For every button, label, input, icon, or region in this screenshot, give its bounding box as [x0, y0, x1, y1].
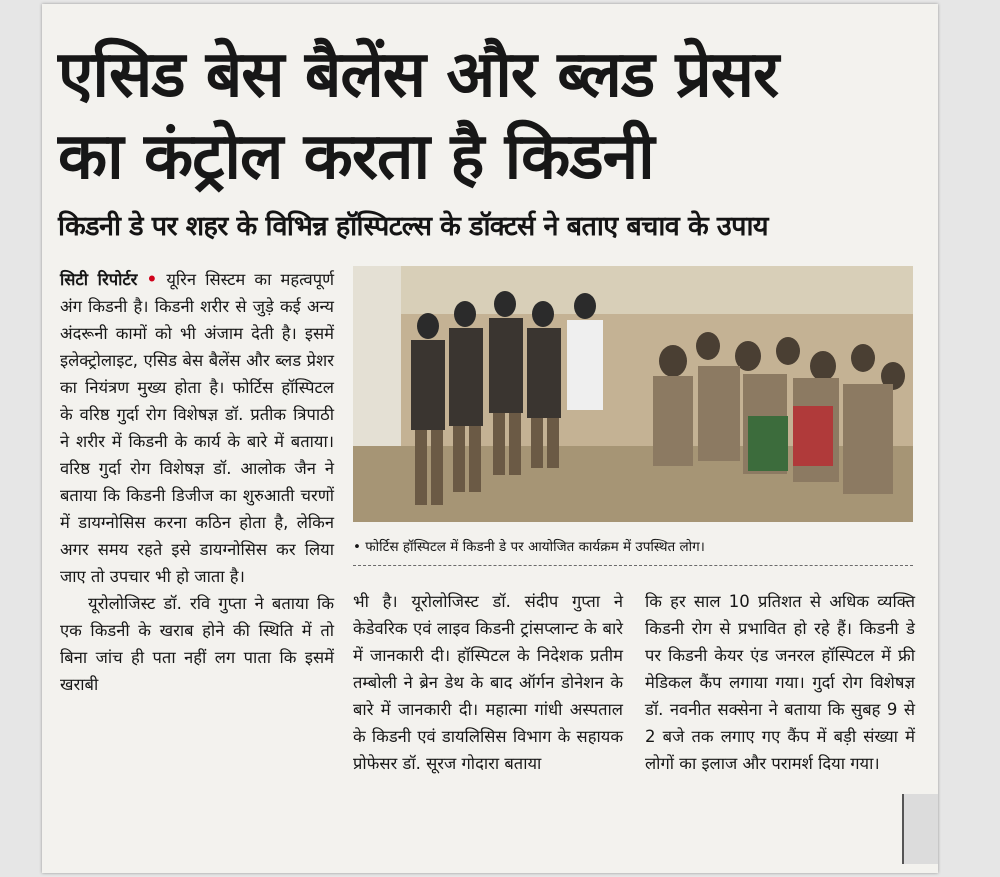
caption-bullet-icon: • [353, 539, 361, 555]
photo-caption [353, 537, 705, 555]
paragraph-text: यूरिन सिस्टम का महत्वपूर्ण अंग किडनी है। किडनी शरीर से जुड़े कई अन्य अंदरूनी कामों को भी अंजाम देती है। इसमें इलेक्ट्रोलाइट, एसिड बेस बैलेंस और ब्लड प्रेशर का नियंत्रण मुख्य होता है। फोर्टिस हॉस्पिटल के वरिष्ठ गुर्दा रोग विशेषज्ञ डॉ. प्रतीक त्रिपाठी ने शरीर में किडनी के कार्य के बारे में बताया। वरिष्ठ गुर्दा रोग विशेषज्ञ डॉ. आलोक जैन ने बताया कि किडनी डिजीज का शुरुआती चरणों में डायग्नोसिस करना कठिन होता है, लेकिन अगर समय रहते इसे डायग्नोसिस कर लिया जाए तो उपचार भी हो जाता है। [60, 270, 335, 586]
adjacent-clipping-edge [902, 794, 938, 864]
article-column-1 [60, 266, 334, 698]
paragraph [60, 266, 334, 590]
headline-line-1: एसिड बेस बैलेंस और ब्लड प्रेसर [58, 38, 779, 112]
paragraph: कि हर साल 10 प्रतिशत से अधिक व्यक्ति किडनी रोग से प्रभावित हो रहे हैं। किडनी डे पर किडनी केयर एंड जनरल हॉस्पिटल में फ्री मेडिकल कैंप लगाया गया। गुर्दा रोग विशेषज्ञ डॉ. नवनीत सक्सेना ने बताया कि सुबह 9 से 2 बजे तक लगाए गए कैंप में बड़ी संख्या में लोगों का इलाज और परामर्श दिया गया। [645, 592, 915, 773]
newspaper-clipping [42, 4, 938, 873]
paragraph: भी है। यूरोलोजिस्ट डॉ. संदीप गुप्ता ने केडेवरिक एवं लाइव किडनी ट्रांसप्लान्ट के बारे में जानकारी दी। हॉस्पिटल के निदेशक प्रतीम तम्बोली ने ब्रेन डेथ के बाद ऑर्गन डोनेशन के बारे में जानकारी दी। महात्मा गांधी अस्पताल के किडनी एवं डायलिसिस विभाग के सहायक प्रोफेसर डॉ. सूरज गोदारा बताया [353, 592, 623, 773]
article-column-3 [645, 588, 915, 777]
bullet-dot-icon: • [146, 270, 158, 289]
paragraph: यूरोलोजिस्ट डॉ. रवि गुप्ता ने बताया कि एक किडनी के खराब होने की स्थिति में तो बिना जांच ही पता नहीं लग पाता कि इसमें खराबी [60, 594, 334, 694]
article-column-2 [353, 588, 623, 777]
subheadline: किडनी डे पर शहर के विभिन्न हॉस्पिटल्स के डॉक्टर्स ने बताए बचाव के उपाय [58, 211, 768, 242]
byline: सिटी रिपोर्टर [60, 270, 138, 289]
event-photo [353, 266, 913, 522]
headline-line-2: का कंट्रोल करता है किडनी [58, 120, 654, 194]
caption-text: फोर्टिस हॉस्पिटल में किडनी डे पर आयोजित कार्यक्रम में उपस्थित लोग। [365, 539, 705, 555]
event-photo-image [353, 266, 913, 522]
caption-divider [353, 565, 913, 566]
